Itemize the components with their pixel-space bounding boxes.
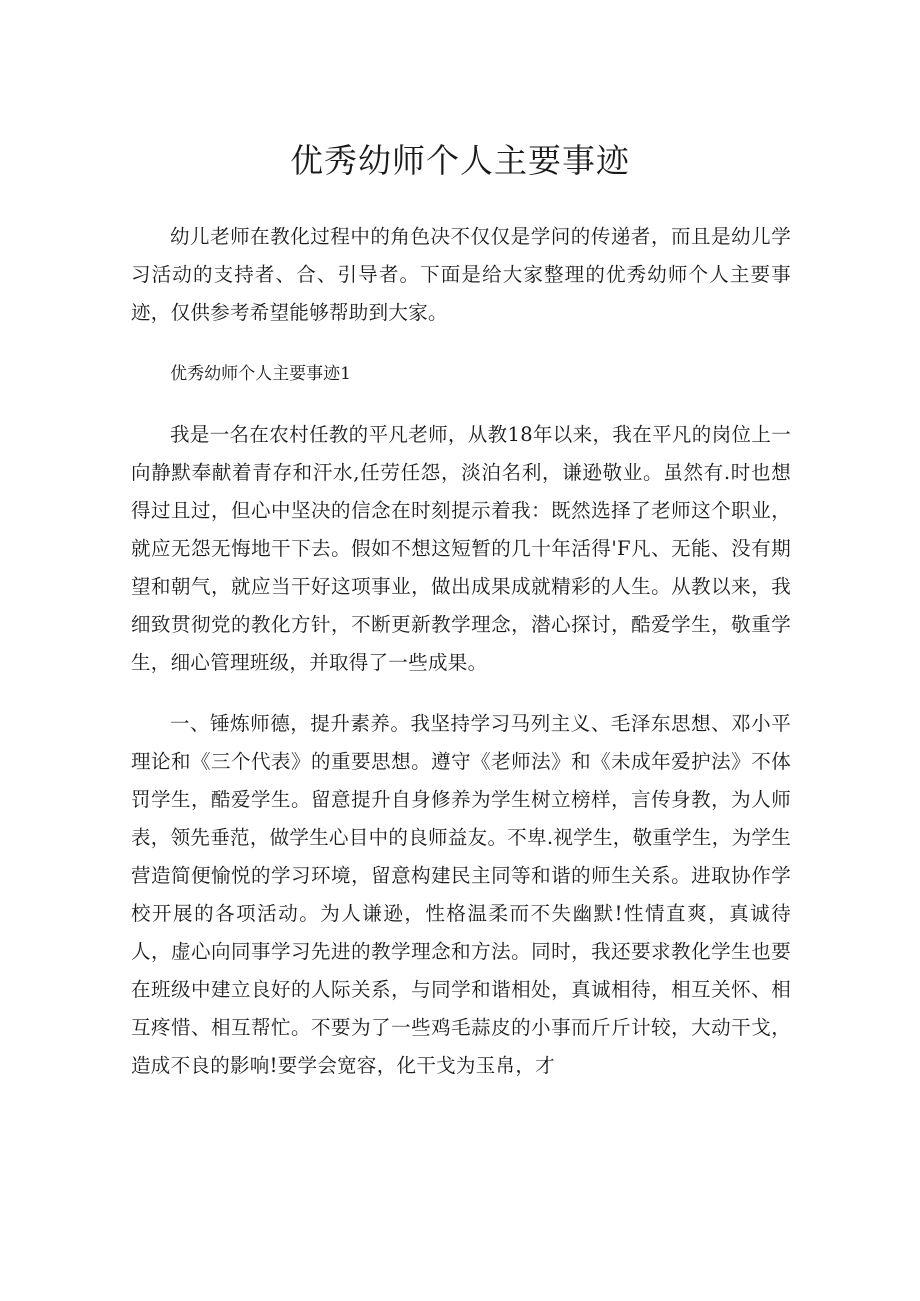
section-heading: 优秀幼师个人主要事迹1 xyxy=(170,364,351,384)
document-title: 优秀幼师个人主要事迹 xyxy=(290,141,630,180)
document-body xyxy=(131,218,791,1085)
body-paragraph-1: 我是一名在农村任教的平凡老师，从教18年以来，我在平凡的岗位上一向静默奉献着青存和汗水,任劳任怨，淡泊名利，谦逊敬业。虽然有.时也想得过且过，但心中坚决的信念在时刻提示着我：既然选择了老师这个职业，就应无怨无悔地干下去。假如不想这短暂的几十年活得'F凡、无能、没有期望和朝气，就应当干好这项事业，做出成果成就精彩的人生。从教以来，我细致贯彻党的教化方针，不断更新教学理念，潜心探讨，酷爱学生，敬重学生，细心管理班级，并取得了一些成果。 xyxy=(131,423,791,674)
body-paragraph-2: 一、锤炼师德，提升素养。我坚持学习马列主义、毛泽东思想、邓小平理论和《三个代表》的重要思想。遵守《老师法》和《未成年爱护法》不体罚学生，酷爱学生。留意提升自身修养为学生树立榜样，言传身教，为人师表，领先垂范，做学生心目中的良师益友。不卑.视学生，敬重学生，为学生营造简便愉悦的学习环境，留意构建民主同等和谐的师生关系。进取协作学校开展的各项活动。为人谦逊，性格温柔而不失幽默!性情直爽，真诚待人，虚心向同事学习先进的教学理念和方法。同时，我还要求教化学生也要在班级中建立良好的人际关系，与同学和谐相处，真诚相待，相互关怀、相互疼惜、相互帮忙。不要为了一些鸡毛蒜皮的小事而斤斤计较，大动干戈，造成不良的影响!要学会宽容，化干戈为玉帛，才 xyxy=(131,712,791,1077)
paragraph-gap xyxy=(131,393,791,416)
intro-paragraph: 幼儿老师在教化过程中的角色决不仅仅是学问的传递者，而且是幼儿学习活动的支持者、合、引导者。下面是给大家整理的优秀幼师个人主要事迹，仅供参考希望能够帮助到大家。 xyxy=(131,225,791,324)
paragraph-gap xyxy=(131,332,791,355)
paragraph-gap xyxy=(131,682,791,705)
